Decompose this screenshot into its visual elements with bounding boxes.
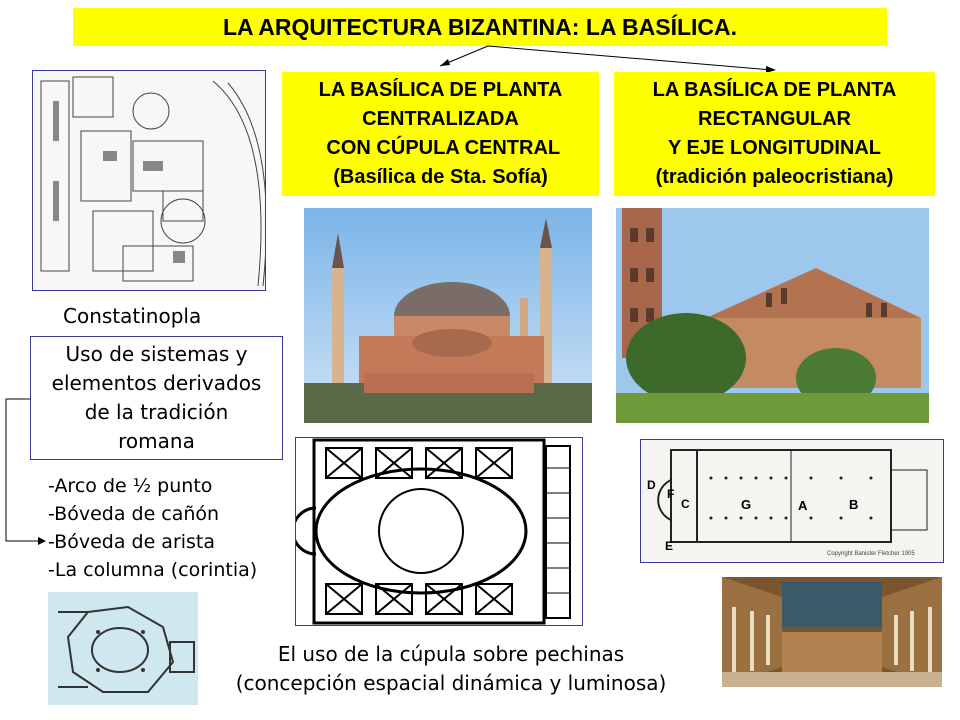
roman-line-2: elementos derivados xyxy=(51,371,262,395)
roman-tradition-box xyxy=(30,336,283,460)
central-line-2: CENTRALIZADA xyxy=(362,108,519,130)
octagonal-plan xyxy=(48,592,198,705)
roman-line-4: romana xyxy=(118,429,195,453)
central-line-1: LA BASÍLICA DE PLANTA xyxy=(318,79,563,101)
rect-line-3: Y EJE LONGITUDINAL xyxy=(668,137,881,159)
element-column: -La columna (corintia) xyxy=(48,559,258,581)
title-banner xyxy=(73,8,887,46)
central-plan-box xyxy=(282,72,599,196)
hagia-sophia-photo xyxy=(304,208,592,423)
basilica-photo xyxy=(616,208,929,423)
plan-label-a: A xyxy=(798,498,808,513)
page-title: LA ARQUITECTURA BIZANTINA: LA BASÍLICA. xyxy=(222,13,738,40)
elements-list xyxy=(48,472,257,584)
roman-line-1: Uso de sistemas y xyxy=(65,342,248,366)
rect-line-1: LA BASÍLICA DE PLANTA xyxy=(652,79,897,101)
central-line-3: CON CÚPULA CENTRAL xyxy=(320,137,561,159)
element-groin-vault: -Bóveda de arista xyxy=(48,531,216,553)
map-drawing xyxy=(33,71,265,290)
plan-label-d: D xyxy=(647,478,656,492)
caption-line-2: (concepción espacial dinámica y luminosa) xyxy=(235,671,667,695)
title-arrows xyxy=(400,44,800,74)
element-arch: -Arco de ½ punto xyxy=(48,475,213,497)
plan-copyright: Copyright Banister Fletcher 1905 xyxy=(827,551,915,557)
plan-label-g: G xyxy=(741,497,752,512)
bracket-arrow xyxy=(0,395,50,555)
rect-line-2: RECTANGULAR xyxy=(698,108,851,130)
constantinople-map xyxy=(32,70,266,291)
hagia-sophia-plan xyxy=(295,437,583,626)
element-barrel-vault: -Bóveda de cañón xyxy=(48,503,220,525)
plan-label-c: C xyxy=(681,497,690,511)
plan-label-e: E xyxy=(665,539,674,553)
rect-line-4: (tradición paleocristiana) xyxy=(655,166,894,188)
plan-label-f: F xyxy=(667,487,675,501)
bottom-caption xyxy=(206,640,696,698)
rectangular-plan-box xyxy=(614,72,935,196)
roman-line-3: de la tradición xyxy=(84,400,229,424)
basilica-interior-photo xyxy=(722,577,942,687)
map-caption: Constatinopla xyxy=(63,304,202,328)
basilica-plan xyxy=(640,439,944,563)
central-line-4: (Basílica de Sta. Sofía) xyxy=(333,166,548,188)
caption-line-1: El uso de la cúpula sobre pechinas xyxy=(277,642,625,666)
plan-label-b: B xyxy=(849,497,859,512)
